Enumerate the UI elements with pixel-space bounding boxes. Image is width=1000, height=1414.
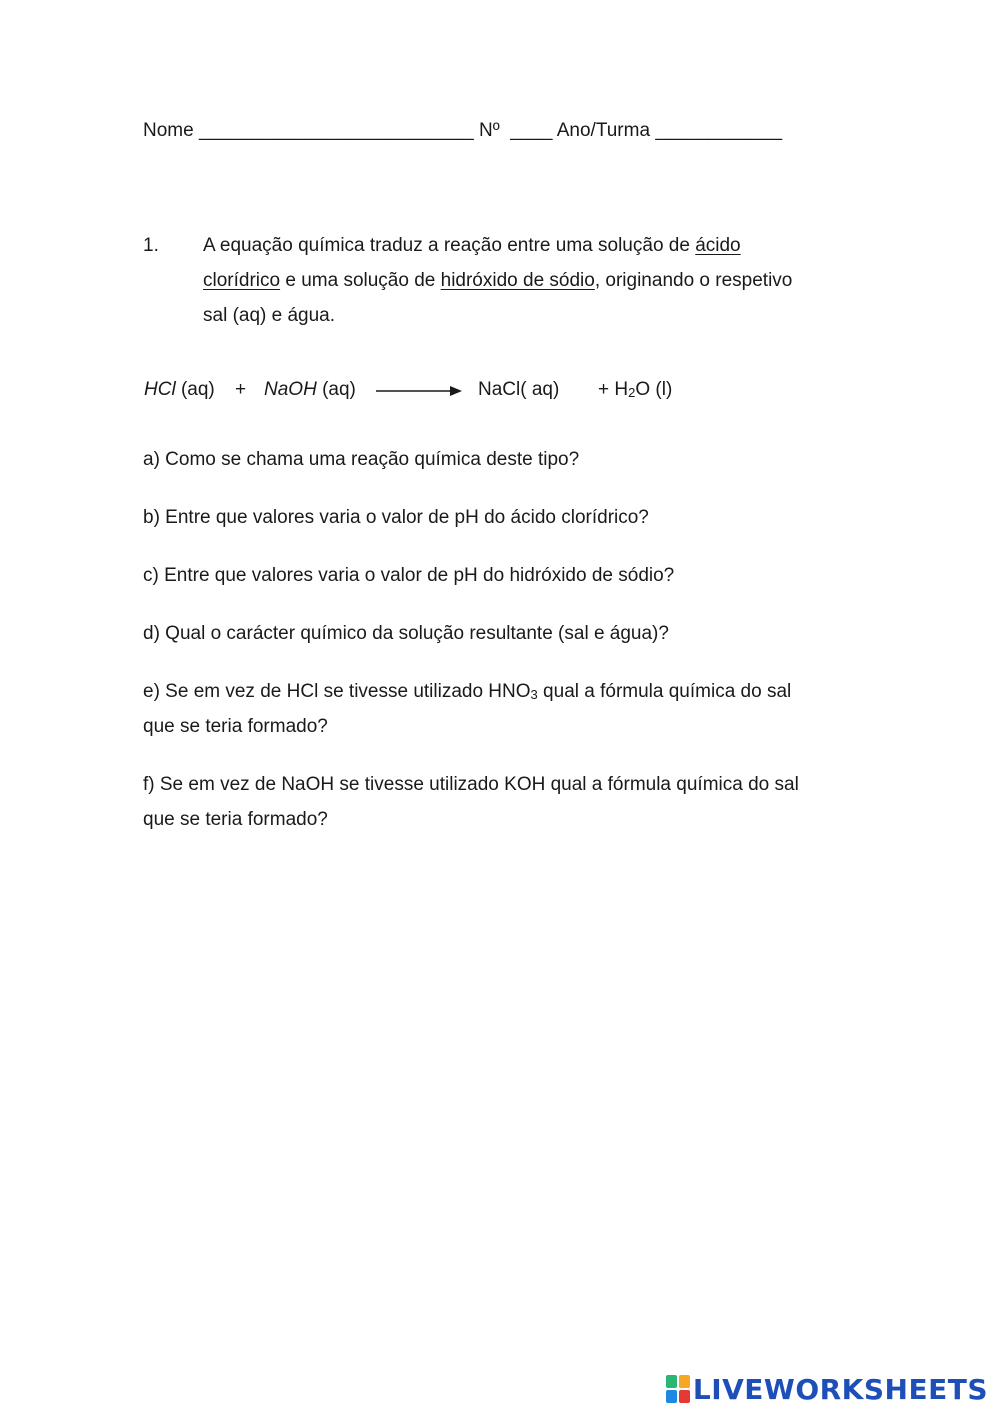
reaction-arrow-icon (376, 384, 462, 398)
number-label: Nº (479, 120, 500, 141)
question1-text: e uma solução de (280, 270, 441, 291)
reactant-naoh: NaOH (aq) (264, 379, 356, 400)
logo-text: LIVEWORKSHEETS (692, 1372, 988, 1406)
underlined-hydrochloric: clorídrico (203, 270, 281, 291)
product-water: + $H_2O$ (l) (598, 379, 673, 400)
name-blank[interactable]: __________________________ (198, 120, 474, 141)
question1-text: A equação química traduz a reação entre uma solução de (203, 235, 696, 256)
reactant-hcl: HCl (aq) (144, 379, 215, 400)
question1-line2 (203, 269, 792, 293)
question-number: 1. (143, 235, 159, 256)
question-f-line2: que se teria formado? (143, 809, 328, 830)
underlined-acid: ácido (695, 235, 741, 256)
question-d: d) Qual o carácter químico da solução resultante (sal e água)? (143, 623, 669, 644)
question1-text: , originando o respetivo (594, 270, 793, 291)
class-blank[interactable]: ____________ (655, 120, 783, 141)
underlined-sodium-hydroxide: hidróxido de sódio (440, 270, 595, 291)
question-f-line1: f) Se em vez de NaOH se tivesse utilizado KOH qual a fórmula química do sal (143, 774, 799, 795)
question-b: b) Entre que valores varia o valor de pH do ácido clorídrico? (143, 507, 649, 528)
question-e-line1: e) Se em vez de HCl se tivesse utilizado $HNO_3$ qual a fórmula química do sal (143, 681, 792, 702)
question-c: c) Entre que valores varia o valor de pH do hidróxido de sódio? (143, 565, 675, 586)
question-a: a) Como se chama uma reação química deste tipo? (143, 449, 580, 470)
class-label: Ano/Turma (556, 120, 651, 141)
number-blank[interactable]: ____ (510, 120, 553, 141)
question-e-line2: que se teria formado? (143, 716, 328, 737)
logo-squares-icon (666, 1375, 690, 1403)
student-info-line (143, 119, 782, 143)
liveworksheets-logo (666, 1372, 988, 1406)
question1-line3: sal (aq) e água. (203, 305, 336, 326)
question1-line1 (203, 234, 741, 258)
plus-sign: + (235, 379, 247, 400)
name-label: Nome (143, 120, 194, 141)
product-nacl: NaCl( aq) (478, 379, 560, 400)
